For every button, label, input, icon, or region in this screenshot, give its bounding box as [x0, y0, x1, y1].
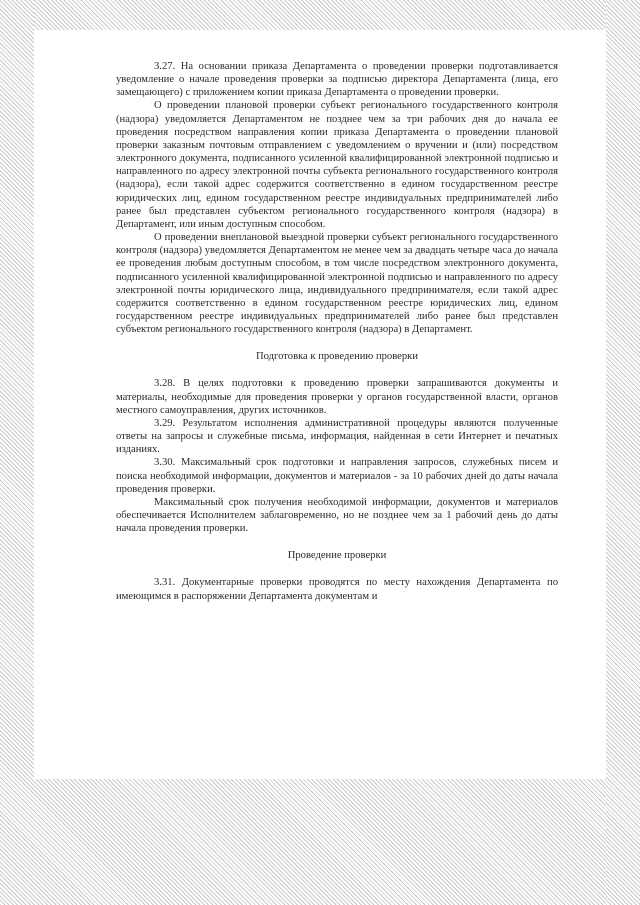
scan-border-bottom	[0, 779, 640, 905]
paragraph-3-30: 3.30. Максимальный срок подготовки и направления запросов, служебных писем и поиска необходимой информации, документов и материалов - за 10 рабочих дней до даты начала проведения проверки.	[116, 457, 558, 495]
heading-conduct: Проведение проверки	[287, 550, 387, 562]
scan-border-left	[0, 0, 34, 905]
paragraph-3-27: 3.27. На основании приказа Департамента о проведении проверки подготавливается уведомление о начале проведения проверки за подписью директора Департамента (лица, его замещающего) с приложением копии приказа Департамента о проведении проверки.	[116, 61, 558, 99]
paragraph-3-29: 3.29. Результатом исполнения административной процедуры являются полученные ответы на запросы и служебные письма, информация, найденная в сети Интернет и печатных изданиях.	[116, 417, 558, 456]
heading-preparation: Подготовка к проведению проверки	[256, 351, 418, 363]
paragraph-planned-inspection: О проведении плановой проверки субъект регионального государственного контроля (надзора) уведомляется Департаментом не позднее чем за три рабочих дня до начала ее проведения посредством направления копии приказа Департамента о проведении плановой проверки заказным почтовым отправлением с уведомлением о вручении и (или) посредством электронного документа, подписанного усиленной квалифицированной электронной подписью и направленного по адресу электронной почты субъекта регионального государственного контроля (надзора), если такой адрес содержится соответственно в едином государственном реестре юридических лиц, едином государственном реестре индивидуальных предпринимателей либо ранее был представлен субъектом регионального государственного контроля (надзора) в Департамент, или иным доступным способом.	[116, 100, 558, 230]
document-body	[116, 60, 558, 603]
paragraph-3-31: 3.31. Документарные проверки проводятся по месту нахождения Департамента по имеющимся в распоряжении Департамента документам и	[116, 577, 558, 602]
scan-border-top	[0, 0, 640, 30]
paragraph-unplanned-inspection: О проведении внеплановой выездной проверки субъект регионального государственного контроля (надзора) уведомляется Департаментом не менее чем за двадцать четыре часа до начала ее проведения любым доступным способом, в том числе посредством электронного документа, подписанного усиленной квалифицированной электронной подписью и направленного по адресу электронной почты юридического лица, индивидуального предпринимателя, если такой адрес содержится соответственно в едином государственном реестре юридических лиц, едином государственном реестре индивидуальных предпринимателей либо ранее был представлен субъектом регионального государственного контроля (надзора) в Департамент.	[116, 232, 558, 336]
paragraph-max-term: Максимальный срок получения необходимой информации, документов и материалов обеспечивается Исполнителем заблаговременно, но не позднее чем за 1 рабочий день до даты начала проведения проверки.	[116, 496, 558, 535]
scan-border-right	[606, 0, 640, 905]
paragraph-3-28: 3.28. В целях подготовки к проведению проверки запрашиваются документы и материалы, необходимые для проведения проверки у органов государственной власти, органов местного самоуправления, других источников.	[116, 378, 558, 416]
